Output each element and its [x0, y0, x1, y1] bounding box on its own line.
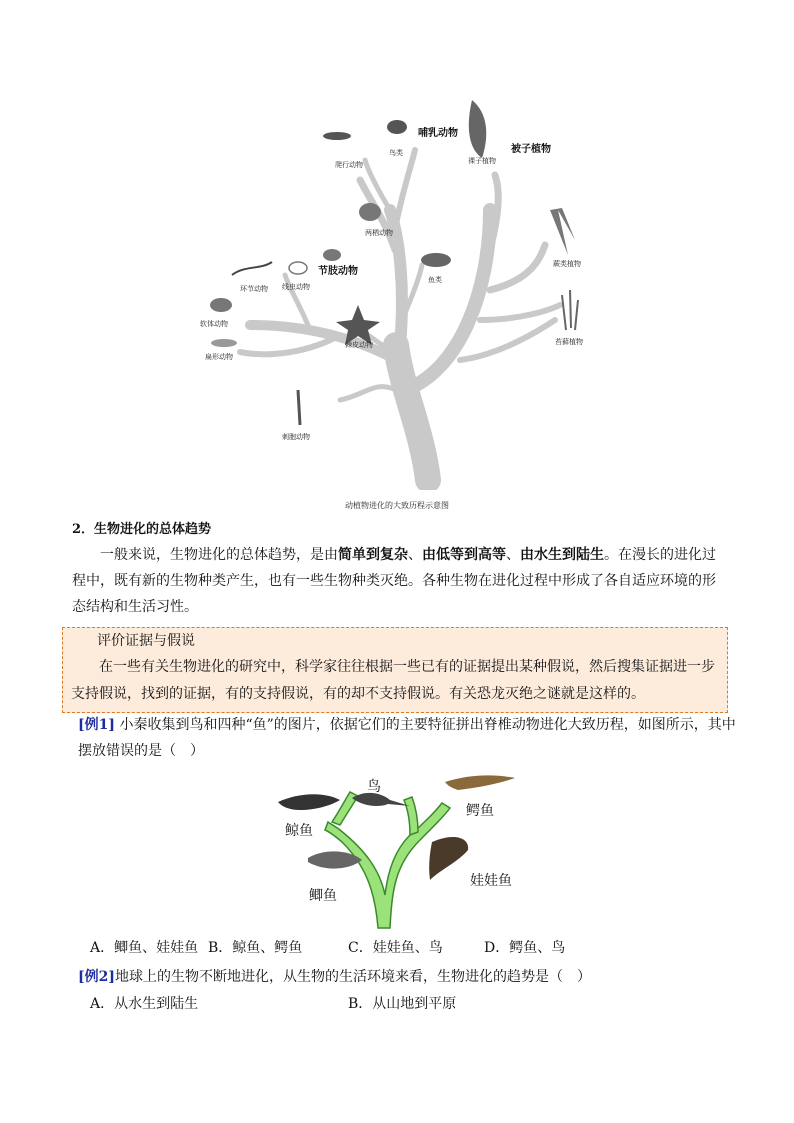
example-2-tag: [例2]: [78, 969, 115, 985]
key-term-2: 由低等到高等: [422, 547, 506, 563]
evidence-hypothesis-box: [62, 627, 728, 713]
figure-caption: 动植物进化的大致历程示意图: [345, 501, 449, 510]
tree-label-fish: 鱼类: [428, 276, 442, 284]
box-text: [71, 654, 721, 708]
separator: 、: [506, 547, 520, 563]
tree-label-gymnosperms: 裸子植物: [468, 157, 496, 165]
box-paragraph: 在一些有关生物进化的研究中，科学家往往根据一些已有的证据提出某种假说，然后搜集证据进一步支持假说，找到的证据，有的支持假说，有的却不支持假说。有关恐龙灭绝之谜就是这样的。: [71, 659, 715, 702]
option-a[interactable]: A．鲫鱼、娃娃鱼: [90, 940, 199, 956]
tree-label-cnidarians: 刺胞动物: [282, 433, 310, 441]
tree-label-mosses: 苔藓植物: [555, 338, 583, 346]
tree-label-arthropods: 节肢动物: [318, 266, 358, 277]
example-1-tag: [例1]: [78, 717, 115, 733]
figure-label-salamander: 娃娃鱼: [470, 873, 512, 889]
tree-label-flatworms: 扁形动物: [205, 353, 233, 361]
tree-label-birds: 鸟类: [389, 149, 403, 157]
para-rest: 。在漫长的进化过程中，既有新的生物种类产生，也有一些生物种类灭绝。各种生物在进化过程中形成了各自适应环境的形态结构和生活习性。: [72, 547, 716, 615]
option-d[interactable]: D．鳄鱼、鸟: [484, 940, 566, 956]
separator: 、: [408, 547, 422, 563]
box-title: 评价证据与假说: [97, 633, 195, 649]
option-b[interactable]: B．从山地到平原: [348, 996, 457, 1012]
key-term-3: 由水生到陆生: [520, 547, 604, 563]
tree-label-echinoderms: 棘皮动物: [345, 341, 373, 349]
key-term-1: 简单到复杂: [338, 547, 408, 563]
figure-label-whale: 鲸鱼: [285, 823, 313, 839]
example-2-text: 地球上的生物不断地进化，从生物的生活环境来看，生物进化的趋势是（ ）: [115, 969, 591, 985]
tree-label-ferns: 蕨类植物: [553, 260, 581, 268]
tree-label-mollusks: 软体动物: [200, 320, 228, 328]
example-2-question: [78, 964, 738, 990]
tree-label-amphibians: 两栖动物: [365, 229, 393, 237]
section-title: 2．生物进化的总体趋势: [72, 522, 212, 537]
option-a[interactable]: A．从水生到陆生: [90, 996, 199, 1012]
figure-label-crucian: 鲫鱼: [309, 888, 337, 904]
option-b[interactable]: B．鲸鱼、鳄鱼: [208, 940, 303, 956]
figure-label-bird: 鸟: [367, 779, 381, 795]
tree-label-nematodes: 线虫动物: [282, 283, 310, 291]
example-1-text: 小秦收集到鸟和四种“鱼”的图片，依据它们的主要特征拼出脊椎动物进化大致历程，如图所示，其中摆放错误的是（ ）: [78, 717, 736, 759]
vertebrate-tree-drawing: [270, 770, 530, 930]
example-1-question: [78, 712, 738, 764]
section-paragraph: [72, 542, 724, 620]
para-intro: 一般来说，生物进化的总体趋势，是由: [100, 547, 338, 563]
tree-label-angiosperms: 被子植物: [511, 144, 551, 155]
tree-label-annelids: 环节动物: [240, 285, 268, 293]
tree-label-reptiles: 爬行动物: [335, 161, 363, 169]
option-c[interactable]: C．娃娃鱼、鸟: [348, 940, 443, 956]
figure-label-crocodile: 鳄鱼: [466, 803, 494, 819]
tree-label-mammals: 哺乳动物: [418, 128, 458, 139]
